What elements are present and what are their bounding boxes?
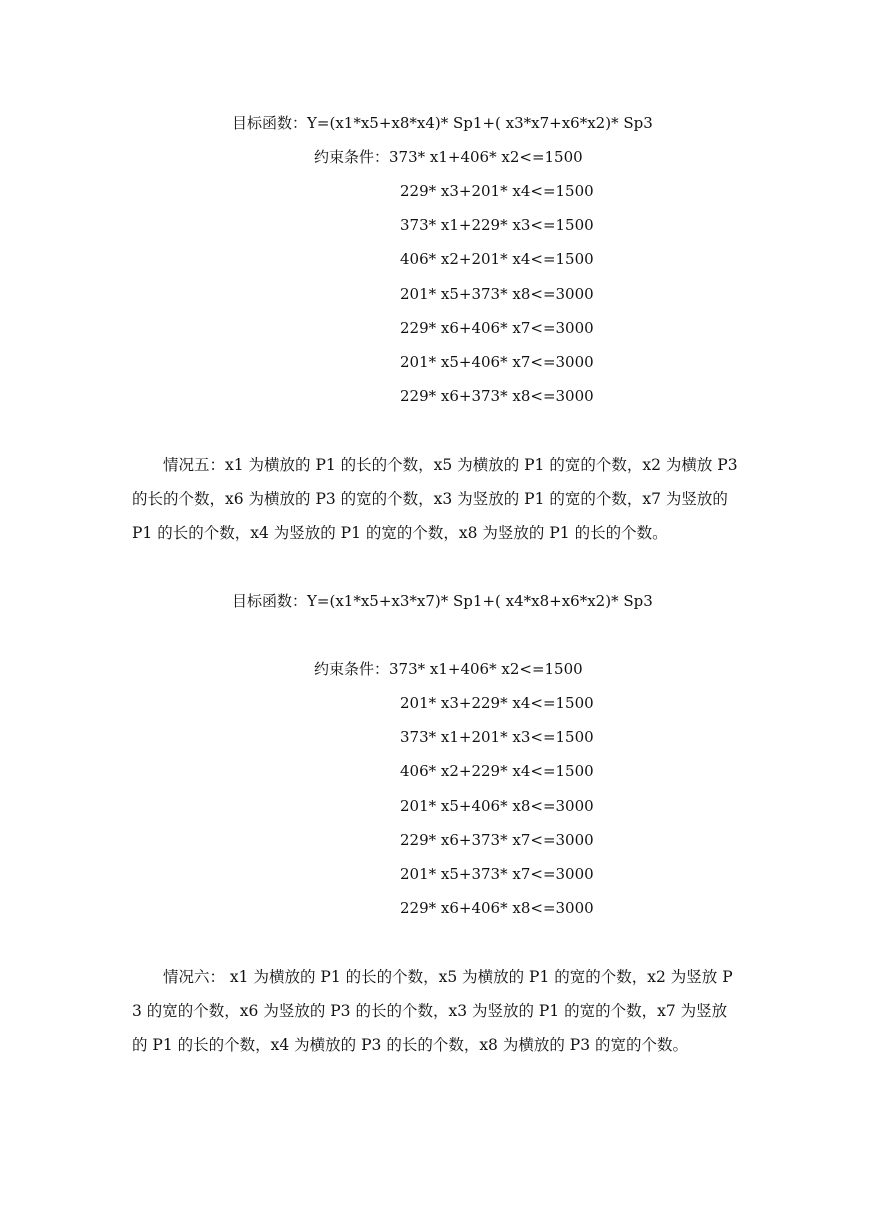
constraint-line: 201* x5+406* x7<=3000 [400,353,594,371]
constraint-line: 373* x1+201* x3<=1500 [400,728,594,746]
constraint-line: 201* x5+373* x7<=3000 [400,865,594,883]
case5-paragraph [132,448,738,550]
objective-function-1: 目标函数：Y=(x1*x5+x8*x4)* Sp1+( x3*x7+x6*x2)* Sp3 [232,114,653,132]
constraint-line: 229* x6+406* x8<=3000 [400,899,594,917]
constraint-line: 201* x3+229* x4<=1500 [400,694,594,712]
constraint-line: 201* x5+406* x8<=3000 [400,797,594,815]
constraint-label-2: 约束条件：373* x1+406* x2<=1500 [314,660,583,678]
case6-paragraph [132,960,738,1062]
case5-text: 情况五：x1 为横放的 P1 的长的个数，x5 为横放的 P1 的宽的个数，x2 为横放 P3 的长的个数，x6 为横放的 P3 的宽的个数，x3 为竖放的 P1 的宽的个数，x7 为竖放的 P1 的长的个数，x4 为竖放的 P1 的宽的个数，x8 为竖放的 P1 的长的个数。 [132,456,738,542]
constraint-line: 373* x1+229* x3<=1500 [400,216,594,234]
constraint-label-1: 约束条件：373* x1+406* x2<=1500 [314,148,583,166]
case6-text: 情况六： x1 为横放的 P1 的长的个数，x5 为横放的 P1 的宽的个数，x2 为竖放 P3 的宽的个数，x6 为竖放的 P3 的长的个数，x3 为竖放的 P1 的宽的个数，x7 为竖放的 P1 的长的个数，x4 为横放的 P3 的长的个数，x8 为横放的 P3 的宽的个数。 [132,968,733,1054]
constraint-line: 229* x6+373* x7<=3000 [400,831,594,849]
constraint-line: 229* x3+201* x4<=1500 [400,182,594,200]
constraint-line: 406* x2+229* x4<=1500 [400,762,594,780]
objective-function-2: 目标函数：Y=(x1*x5+x3*x7)* Sp1+( x4*x8+x6*x2)* Sp3 [232,592,653,610]
constraint-line: 229* x6+406* x7<=3000 [400,319,594,337]
constraint-line: 229* x6+373* x8<=3000 [400,387,594,405]
constraint-line: 201* x5+373* x8<=3000 [400,285,594,303]
constraint-line: 406* x2+201* x4<=1500 [400,250,594,268]
